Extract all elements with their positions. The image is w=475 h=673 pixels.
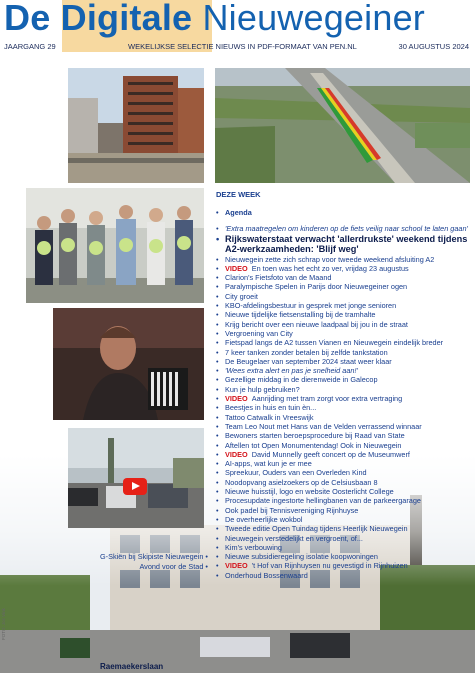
news-item[interactable]	[216, 255, 472, 264]
photo-highway-aerial[interactable]	[215, 68, 470, 183]
news-item[interactable]	[216, 385, 472, 394]
news-item[interactable]	[216, 310, 472, 319]
news-item[interactable]	[216, 357, 472, 366]
news-list	[216, 208, 472, 580]
photo-group-with-flowers[interactable]	[26, 188, 204, 303]
news-item[interactable]	[216, 496, 472, 505]
news-item-text: City groeit	[225, 291, 258, 301]
street-caption: Raemaekerslaan	[100, 662, 164, 671]
title-rest: Nieuwegeiner	[192, 0, 425, 38]
news-item-text: Tattoo Catwalk in Vreeswijk	[225, 412, 314, 422]
news-item[interactable]	[216, 534, 472, 543]
news-item[interactable]	[216, 524, 472, 533]
video-tag: VIDEO	[225, 263, 248, 273]
news-item-text: Nieuwe tijdelijke fietsenstalling bij de tramhalte	[225, 310, 376, 320]
news-item[interactable]	[216, 301, 472, 310]
news-item-text: Procesupdate ingestorte hellingbanen van de parkeergarage	[225, 496, 421, 506]
title-bold: De Digitale	[4, 0, 193, 38]
news-item[interactable]	[216, 552, 472, 561]
news-item-text: Noodopvang asielzoekers op de Celsiusbaan 8	[225, 477, 378, 487]
news-item-text: Nieuwe subsidieregeling isolatie koopwoningen	[225, 552, 378, 562]
news-item[interactable]	[216, 413, 472, 422]
news-item[interactable]	[216, 441, 472, 450]
news-item-text: 7 keer tanken zonder betalen bij zelfde tankstation	[225, 347, 388, 357]
news-item[interactable]	[216, 422, 472, 431]
issue-date: 30 AUGUSTUS 2024	[398, 42, 469, 51]
news-item-text: Onderhoud Bossenwaard	[225, 570, 308, 580]
news-item[interactable]	[216, 292, 472, 301]
video-play-icon[interactable]	[123, 478, 147, 495]
news-item-text: Clarion's Fietsfoto van de Maand	[225, 273, 332, 283]
news-item-text: Team Leo Nout met Hans van de Velden verrassend winnaar	[225, 421, 422, 431]
news-item[interactable]	[216, 234, 472, 255]
news-item[interactable]	[216, 329, 472, 338]
news-item[interactable]	[216, 431, 472, 440]
news-item-text: Tweede editie Open Tuindag tijdens Heerlijk Nieuwegein	[225, 524, 408, 534]
news-item-text: 't Hof van Rijnhuysen nu gevestigd in Rijnhuizen	[251, 561, 408, 571]
side-news-item[interactable]: Avond voor de Stad •	[80, 562, 208, 572]
news-item-text: Kun je hulp gebruiken?	[225, 384, 300, 394]
news-item[interactable]	[216, 273, 472, 282]
news-item-text: Nieuwegein verstedelijkt en vergroent, of...	[225, 533, 363, 543]
side-news-item[interactable]: G-Skiën bij Skipiste Nieuwegein •	[80, 552, 208, 562]
news-item[interactable]	[216, 515, 472, 524]
news-item[interactable]	[216, 366, 472, 375]
news-item[interactable]	[216, 348, 472, 357]
news-item-text: Paralympische Spelen in Parijs door Nieuwegeiner ogen	[225, 282, 408, 292]
news-item[interactable]	[216, 468, 472, 477]
news-panel	[216, 190, 472, 580]
news-item-text: Nieuwe huisstijl, logo en website Oosterlicht College	[225, 487, 394, 497]
news-item[interactable]	[216, 375, 472, 384]
news-item-text: 'Wees extra alert en pas je snelheid aan!'	[225, 366, 358, 376]
news-heading: DEZE WEEK	[216, 190, 261, 199]
photo-apartment-buildings[interactable]	[68, 68, 204, 183]
news-item-text: Spreekuur, Ouders van een Overleden Kind	[225, 468, 367, 478]
news-item-text: Rijkswaterstaat verwacht 'allerdrukste' weekend tijdens A2-werkzaamheden: 'Blijf weg'	[225, 233, 468, 255]
news-item-text: Aanrijding met tram zorgt voor extra vertraging	[251, 394, 403, 404]
news-item-text: 'Extra maatregelen om kinderen op de fiets veilig naar school te laten gaan'	[225, 224, 468, 234]
news-item-text: Vergroening van City	[225, 328, 293, 338]
news-item[interactable]	[216, 543, 472, 552]
photo-credit: FOTO: Jos Vink	[1, 608, 6, 640]
news-item-text: Kim's verbouwing	[225, 542, 282, 552]
news-item[interactable]	[216, 208, 472, 217]
news-item-text: Nieuwegein zette zich schrap voor tweede weekend afsluiting A2	[225, 254, 435, 264]
news-item[interactable]	[216, 459, 472, 468]
news-item[interactable]	[216, 487, 472, 496]
news-item[interactable]	[216, 506, 472, 515]
news-item-text: Agenda	[225, 208, 252, 217]
video-tag: VIDEO	[225, 561, 248, 571]
news-item-text: KBO-afdelingsbestuur in gesprek met jonge senioren	[225, 301, 397, 311]
news-item-text: Aftellen tot Open Monumentendag! Ook in Nieuwegein	[225, 440, 402, 450]
news-item[interactable]	[216, 561, 472, 570]
tagline: WEKELIJKSE SELECTIE NIEUWS IN PDF-FORMAAT VAN PEN.NL	[128, 42, 357, 51]
news-item-text: Krijg bericht over een nieuwe laadpaal bij jou in de straat	[225, 319, 408, 329]
news-item[interactable]	[216, 478, 472, 487]
news-item-text: Gezellige middag in de dierenweide in Galecop	[225, 375, 378, 385]
newspaper-title	[4, 0, 425, 39]
video-tag: VIDEO	[225, 394, 248, 404]
news-item-text: Ook padel bij Tennisvereniging Rijnhuyse	[225, 505, 359, 515]
news-item[interactable]	[216, 450, 472, 459]
news-item[interactable]	[216, 338, 472, 347]
news-item[interactable]	[216, 394, 472, 403]
news-item-text: AI-apps, wat kun je er mee	[225, 459, 312, 469]
side-news-list	[80, 552, 208, 572]
volume-label: JAARGANG 29	[4, 42, 56, 51]
news-item[interactable]	[216, 403, 472, 412]
news-item-text: En toen was het echt zo ver, vrijdag 23 augustus	[251, 263, 409, 273]
news-item[interactable]	[216, 282, 472, 291]
news-item-text: De overheerlijke wokbol	[225, 514, 303, 524]
news-item-text: Bewoners starten beroepsprocedure bij Raad van State	[225, 431, 405, 441]
news-item[interactable]	[216, 320, 472, 329]
news-item-text: Fietspad langs de A2 tussen Vianen en Nieuwegein eindelijk breder	[225, 338, 444, 348]
news-item-text: David Munnelly geeft concert op de Museumwerf	[251, 449, 410, 459]
news-item-text: Beestjes in huis en tuin èn...	[225, 403, 317, 413]
news-item[interactable]	[216, 224, 472, 233]
news-item[interactable]	[216, 264, 472, 273]
news-item-text: De Beugelaer van september 2024 staat weer klaar	[225, 356, 392, 366]
news-item[interactable]	[216, 571, 472, 580]
video-tag: VIDEO	[225, 449, 248, 459]
photo-musician-accordion[interactable]	[53, 308, 204, 420]
masthead	[0, 0, 475, 52]
